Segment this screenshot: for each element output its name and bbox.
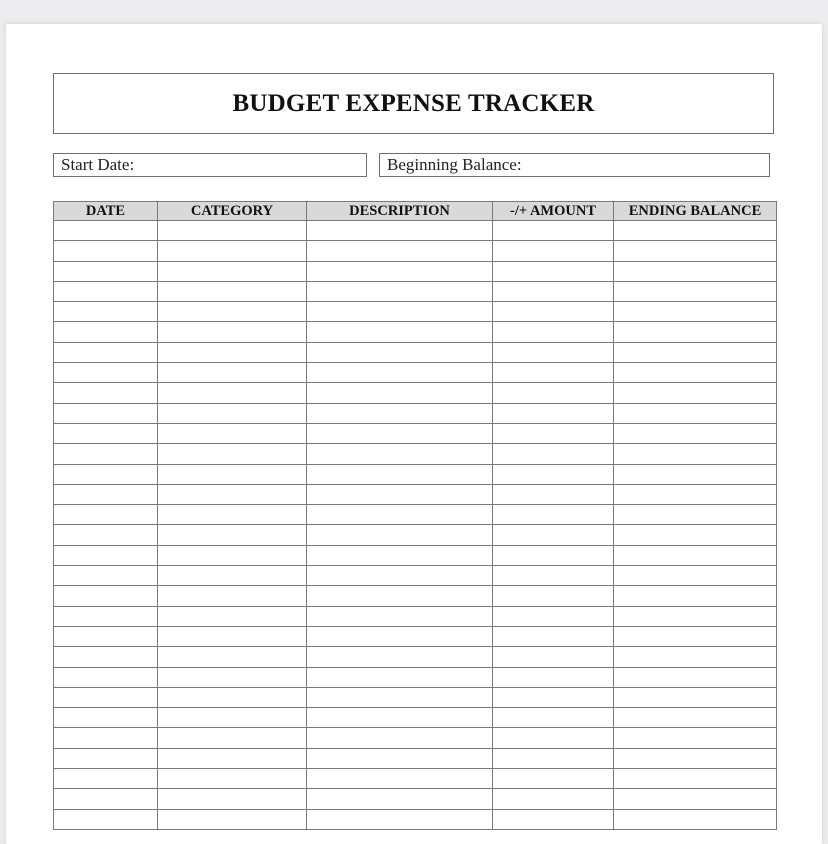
amount-cell[interactable]	[493, 586, 614, 606]
description-cell[interactable]	[307, 647, 493, 667]
amount-cell[interactable]	[493, 667, 614, 687]
category-cell[interactable]	[158, 322, 307, 342]
category-cell[interactable]	[158, 261, 307, 281]
start-date-field[interactable]: Start Date:	[53, 153, 367, 177]
ending-balance-cell[interactable]	[614, 606, 777, 626]
amount-cell[interactable]	[493, 647, 614, 667]
column-header-description: DESCRIPTION	[307, 202, 493, 221]
ending-balance-cell[interactable]	[614, 322, 777, 342]
table-row	[54, 221, 777, 241]
amount-cell[interactable]	[493, 728, 614, 748]
date-cell[interactable]	[54, 809, 158, 829]
category-cell[interactable]	[158, 363, 307, 383]
ending-balance-cell[interactable]	[614, 545, 777, 565]
table-row	[54, 586, 777, 606]
category-cell[interactable]	[158, 809, 307, 829]
table-header-row	[54, 202, 777, 221]
date-cell[interactable]	[54, 566, 158, 586]
date-cell[interactable]	[54, 484, 158, 504]
beginning-balance-field[interactable]: Beginning Balance:	[379, 153, 770, 177]
date-cell[interactable]	[54, 525, 158, 545]
date-cell[interactable]	[54, 687, 158, 707]
amount-cell[interactable]	[493, 281, 614, 301]
category-cell[interactable]	[158, 241, 307, 261]
date-cell[interactable]	[54, 769, 158, 789]
ending-balance-cell[interactable]	[614, 748, 777, 768]
description-cell[interactable]	[307, 322, 493, 342]
description-cell[interactable]	[307, 403, 493, 423]
description-cell[interactable]	[307, 342, 493, 362]
description-cell[interactable]	[307, 626, 493, 646]
ending-balance-cell[interactable]	[614, 302, 777, 322]
ending-balance-cell[interactable]	[614, 809, 777, 829]
table-row	[54, 444, 777, 464]
description-cell[interactable]	[307, 667, 493, 687]
description-cell[interactable]	[307, 769, 493, 789]
category-cell[interactable]	[158, 403, 307, 423]
description-cell[interactable]	[307, 484, 493, 504]
amount-cell[interactable]	[493, 464, 614, 484]
table-row	[54, 748, 777, 768]
amount-cell[interactable]	[493, 505, 614, 525]
amount-cell[interactable]	[493, 322, 614, 342]
description-cell[interactable]	[307, 789, 493, 809]
table-row	[54, 322, 777, 342]
amount-cell[interactable]	[493, 221, 614, 241]
table-row	[54, 708, 777, 728]
description-cell[interactable]	[307, 545, 493, 565]
date-cell[interactable]	[54, 444, 158, 464]
description-cell[interactable]	[307, 241, 493, 261]
table-row	[54, 667, 777, 687]
date-cell[interactable]	[54, 363, 158, 383]
ending-balance-cell[interactable]	[614, 728, 777, 748]
category-cell[interactable]	[158, 342, 307, 362]
table-row	[54, 626, 777, 646]
description-cell[interactable]	[307, 302, 493, 322]
column-header-ending-balance: ENDING BALANCE	[614, 202, 777, 221]
amount-cell[interactable]	[493, 708, 614, 728]
table-row	[54, 363, 777, 383]
ending-balance-cell[interactable]	[614, 626, 777, 646]
ending-balance-cell[interactable]	[614, 505, 777, 525]
description-cell[interactable]	[307, 809, 493, 829]
amount-cell[interactable]	[493, 383, 614, 403]
ending-balance-cell[interactable]	[614, 789, 777, 809]
ending-balance-cell[interactable]	[614, 687, 777, 707]
table-row	[54, 687, 777, 707]
description-cell[interactable]	[307, 444, 493, 464]
table-row	[54, 484, 777, 504]
table-row	[54, 423, 777, 443]
date-cell[interactable]	[54, 545, 158, 565]
description-cell[interactable]	[307, 708, 493, 728]
description-cell[interactable]	[307, 687, 493, 707]
ending-balance-cell[interactable]	[614, 261, 777, 281]
date-cell[interactable]	[54, 626, 158, 646]
category-cell[interactable]	[158, 484, 307, 504]
table-row	[54, 302, 777, 322]
ending-balance-cell[interactable]	[614, 566, 777, 586]
category-cell[interactable]	[158, 281, 307, 301]
column-header-category: CATEGORY	[158, 202, 307, 221]
table-row	[54, 241, 777, 261]
amount-cell[interactable]	[493, 606, 614, 626]
description-cell[interactable]	[307, 363, 493, 383]
description-cell[interactable]	[307, 748, 493, 768]
expense-table	[53, 201, 777, 830]
description-cell[interactable]	[307, 606, 493, 626]
date-cell[interactable]	[54, 342, 158, 362]
category-cell[interactable]	[158, 302, 307, 322]
ending-balance-cell[interactable]	[614, 221, 777, 241]
amount-cell[interactable]	[493, 302, 614, 322]
table-row	[54, 281, 777, 301]
date-cell[interactable]	[54, 423, 158, 443]
category-cell[interactable]	[158, 708, 307, 728]
ending-balance-cell[interactable]	[614, 281, 777, 301]
category-cell[interactable]	[158, 789, 307, 809]
date-cell[interactable]	[54, 241, 158, 261]
column-header-date: DATE	[54, 202, 158, 221]
ending-balance-cell[interactable]	[614, 667, 777, 687]
date-cell[interactable]	[54, 261, 158, 281]
table-row	[54, 464, 777, 484]
amount-cell[interactable]	[493, 525, 614, 545]
table-row	[54, 505, 777, 525]
ending-balance-cell[interactable]	[614, 383, 777, 403]
description-cell[interactable]	[307, 221, 493, 241]
table-row	[54, 383, 777, 403]
category-cell[interactable]	[158, 728, 307, 748]
table-row	[54, 647, 777, 667]
table-row	[54, 566, 777, 586]
amount-cell[interactable]	[493, 748, 614, 768]
category-cell[interactable]	[158, 423, 307, 443]
date-cell[interactable]	[54, 302, 158, 322]
amount-cell[interactable]	[493, 342, 614, 362]
ending-balance-cell[interactable]	[614, 525, 777, 545]
amount-cell[interactable]	[493, 789, 614, 809]
date-cell[interactable]	[54, 221, 158, 241]
description-cell[interactable]	[307, 566, 493, 586]
description-cell[interactable]	[307, 423, 493, 443]
date-cell[interactable]	[54, 505, 158, 525]
table-row	[54, 789, 777, 809]
ending-balance-cell[interactable]	[614, 403, 777, 423]
category-cell[interactable]	[158, 769, 307, 789]
amount-cell[interactable]	[493, 444, 614, 464]
ending-balance-cell[interactable]	[614, 647, 777, 667]
amount-cell[interactable]	[493, 403, 614, 423]
table-row	[54, 525, 777, 545]
description-cell[interactable]	[307, 281, 493, 301]
amount-cell[interactable]	[493, 261, 614, 281]
table-row	[54, 545, 777, 565]
ending-balance-cell[interactable]	[614, 342, 777, 362]
description-cell[interactable]	[307, 505, 493, 525]
ending-balance-cell[interactable]	[614, 586, 777, 606]
date-cell[interactable]	[54, 748, 158, 768]
category-cell[interactable]	[158, 586, 307, 606]
amount-cell[interactable]	[493, 809, 614, 829]
category-cell[interactable]	[158, 647, 307, 667]
table-row	[54, 769, 777, 789]
category-cell[interactable]	[158, 525, 307, 545]
column-header-amount: -/+ AMOUNT	[493, 202, 614, 221]
category-cell[interactable]	[158, 667, 307, 687]
table-row	[54, 342, 777, 362]
ending-balance-cell[interactable]	[614, 484, 777, 504]
category-cell[interactable]	[158, 464, 307, 484]
table-row	[54, 728, 777, 748]
table-row	[54, 261, 777, 281]
date-cell[interactable]	[54, 586, 158, 606]
amount-cell[interactable]	[493, 363, 614, 383]
ending-balance-cell[interactable]	[614, 423, 777, 443]
description-cell[interactable]	[307, 464, 493, 484]
date-cell[interactable]	[54, 789, 158, 809]
category-cell[interactable]	[158, 748, 307, 768]
amount-cell[interactable]	[493, 241, 614, 261]
description-cell[interactable]	[307, 525, 493, 545]
amount-cell[interactable]	[493, 484, 614, 504]
category-cell[interactable]	[158, 383, 307, 403]
ending-balance-cell[interactable]	[614, 769, 777, 789]
amount-cell[interactable]	[493, 626, 614, 646]
date-cell[interactable]	[54, 464, 158, 484]
description-cell[interactable]	[307, 728, 493, 748]
category-cell[interactable]	[158, 221, 307, 241]
date-cell[interactable]	[54, 322, 158, 342]
category-cell[interactable]	[158, 444, 307, 464]
category-cell[interactable]	[158, 505, 307, 525]
category-cell[interactable]	[158, 606, 307, 626]
ending-balance-cell[interactable]	[614, 241, 777, 261]
ending-balance-cell[interactable]	[614, 363, 777, 383]
amount-cell[interactable]	[493, 545, 614, 565]
description-cell[interactable]	[307, 383, 493, 403]
category-cell[interactable]	[158, 545, 307, 565]
ending-balance-cell[interactable]	[614, 464, 777, 484]
description-cell[interactable]	[307, 261, 493, 281]
category-cell[interactable]	[158, 687, 307, 707]
table-row	[54, 606, 777, 626]
description-cell[interactable]	[307, 586, 493, 606]
date-cell[interactable]	[54, 281, 158, 301]
amount-cell[interactable]	[493, 769, 614, 789]
ending-balance-cell[interactable]	[614, 444, 777, 464]
page-title: BUDGET EXPENSE TRACKER	[53, 73, 774, 134]
category-cell[interactable]	[158, 626, 307, 646]
table-row	[54, 403, 777, 423]
date-cell[interactable]	[54, 728, 158, 748]
ending-balance-cell[interactable]	[614, 708, 777, 728]
date-cell[interactable]	[54, 708, 158, 728]
amount-cell[interactable]	[493, 423, 614, 443]
amount-cell[interactable]	[493, 687, 614, 707]
date-cell[interactable]	[54, 647, 158, 667]
date-cell[interactable]	[54, 383, 158, 403]
date-cell[interactable]	[54, 606, 158, 626]
table-row	[54, 809, 777, 829]
date-cell[interactable]	[54, 667, 158, 687]
amount-cell[interactable]	[493, 566, 614, 586]
category-cell[interactable]	[158, 566, 307, 586]
date-cell[interactable]	[54, 403, 158, 423]
